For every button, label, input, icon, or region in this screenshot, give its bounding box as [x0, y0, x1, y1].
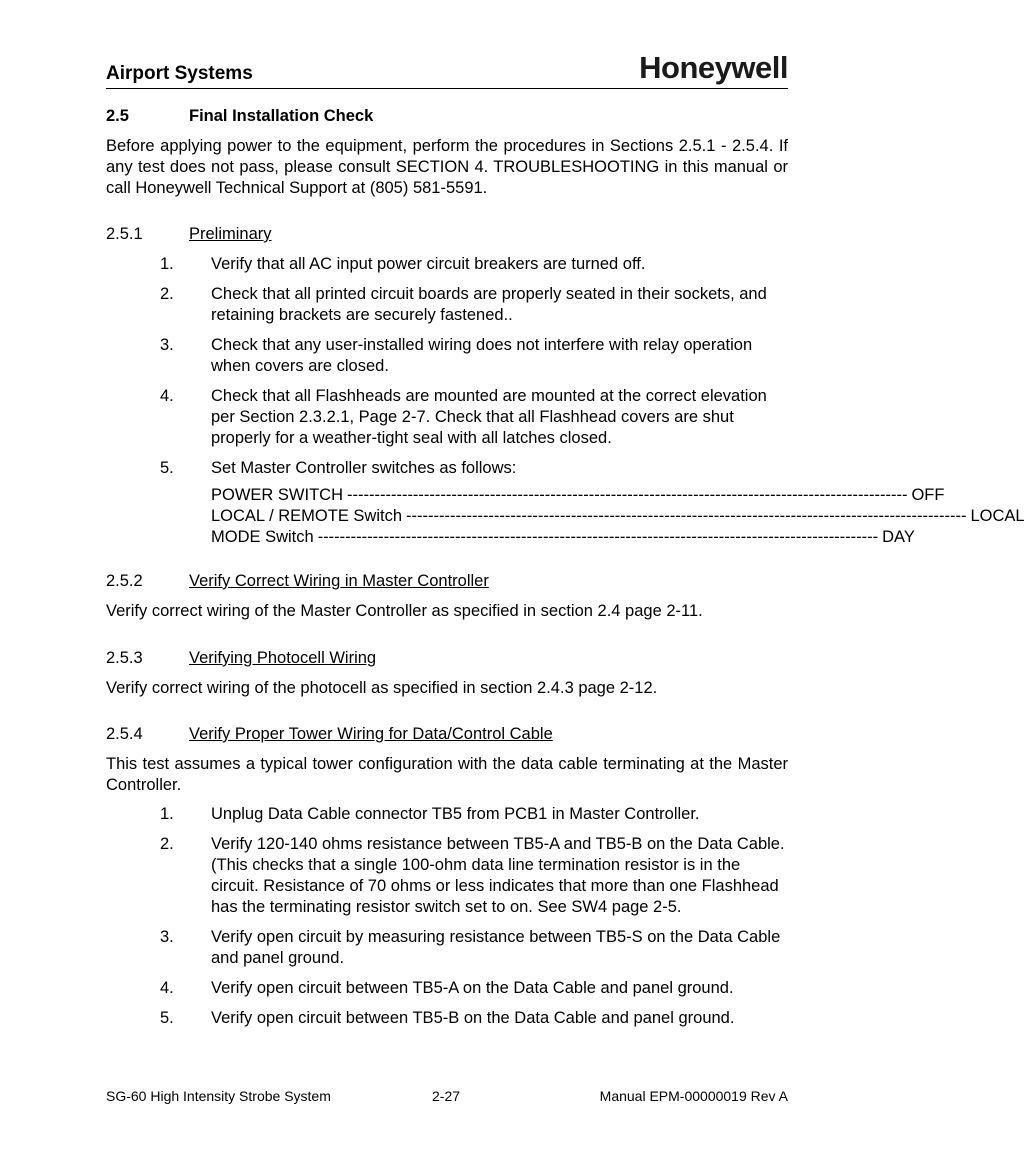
footer-product: SG-60 High Intensity Strobe System [106, 1088, 331, 1104]
list-item: 1. Verify that all AC input power circuit breakers are turned off. [160, 255, 646, 273]
honeywell-logo: Honeywell [639, 50, 788, 85]
switch-settings [160, 485, 1025, 548]
list-item: 5. Set Master Controller switches as follows: [160, 459, 517, 477]
list-item: 4. Check that all Flashheads are mounted are mounted at the correct elevation per Section 2.3.2.1, Page 2-7. Check that all Flashhead covers are shut properly for a weather-tight seal with all latches closed. [160, 387, 767, 447]
subsection-4-heading [106, 725, 553, 744]
subsection-2-text: Verify correct wiring of the Master Controller as specified in section 2.4 page 2-11. [106, 602, 703, 620]
section-heading [106, 107, 373, 126]
subsection-2-number: 2.5.2 [106, 572, 143, 590]
setting-row: POWER SWITCH ------------------------------------------------------------------------------------------------------ OFF [211, 486, 945, 504]
header-section-name: Airport Systems [106, 63, 253, 84]
preliminary-list [160, 254, 1025, 548]
list-item: 4. Verify open circuit between TB5-A on the Data Cable and panel ground. [160, 979, 734, 997]
tower-wiring-list [160, 804, 788, 1038]
subsection-4-title: Verify Proper Tower Wiring for Data/Control Cable [189, 725, 553, 743]
subsection-2-heading [106, 572, 489, 591]
list-item: 1. Unplug Data Cable connector TB5 from PCB1 in Master Controller. [160, 805, 700, 823]
section-intro: Before applying power to the equipment, perform the procedures in Sections 2.5.1 - 2.5.4. If any test does not pass, please consult SECTION 4. TROUBLESHOOTING in this manual or call Honeywell Technical Support at (805) 581-5591. [106, 137, 788, 197]
dash-leader: ------------------------------------------------------------------------------------------------------ [406, 507, 967, 525]
footer-page-number: 2-27 [432, 1088, 461, 1104]
subsection-1-heading [106, 225, 272, 244]
list-item: 3. Verify open circuit by measuring resistance between TB5-S on the Data Cable and panel ground. [160, 928, 781, 967]
footer-manual-id: Manual EPM-00000019 Rev A [599, 1088, 788, 1104]
subsection-2-title: Verify Correct Wiring in Master Controller [189, 572, 489, 590]
subsection-3-text: Verify correct wiring of the photocell as specified in section 2.4.3 page 2-12. [106, 679, 658, 697]
subsection-1-title: Preliminary [189, 225, 272, 243]
dash-leader: ------------------------------------------------------------------------------------------------------ [347, 486, 908, 504]
page-header [106, 52, 788, 89]
setting-row: LOCAL / REMOTE Switch ------------------------------------------------------------------------------------------------------ LOCAL [211, 507, 1025, 525]
list-item: 5. Verify open circuit between TB5-B on the Data Cable and panel ground. [160, 1009, 735, 1027]
dash-leader: ------------------------------------------------------------------------------------------------------ [317, 528, 879, 546]
subsection-3-title: Verifying Photocell Wiring [189, 649, 377, 667]
setting-row: MODE Switch ------------------------------------------------------------------------------------------------------ DAY [211, 528, 915, 546]
subsection-3-heading [106, 649, 376, 668]
subsection-4-text: This test assumes a typical tower configuration with the data cable terminating at the Master Controller. [106, 755, 788, 794]
list-item: 2. Verify 120-140 ohms resistance between TB5-A and TB5-B on the Data Cable. (This checks that a single 100-ohm data line termination resistor is in the circuit. Resistance of 70 ohms or less indicates that more than one Flashhead has the terminating resistor switch set to on. See SW4 page 2-5. [160, 835, 785, 916]
section-number: 2.5 [106, 107, 129, 125]
section-title: Final Installation Check [189, 107, 374, 125]
list-item: 3. Check that any user-installed wiring does not interfere with relay operation when covers are closed. [160, 336, 753, 375]
subsection-1-number: 2.5.1 [106, 225, 143, 243]
subsection-4-number: 2.5.4 [106, 725, 143, 743]
list-item: 2. Check that all printed circuit boards are properly seated in their sockets, and retaining brackets are securely fastened.. [160, 285, 767, 324]
subsection-3-number: 2.5.3 [106, 649, 143, 667]
